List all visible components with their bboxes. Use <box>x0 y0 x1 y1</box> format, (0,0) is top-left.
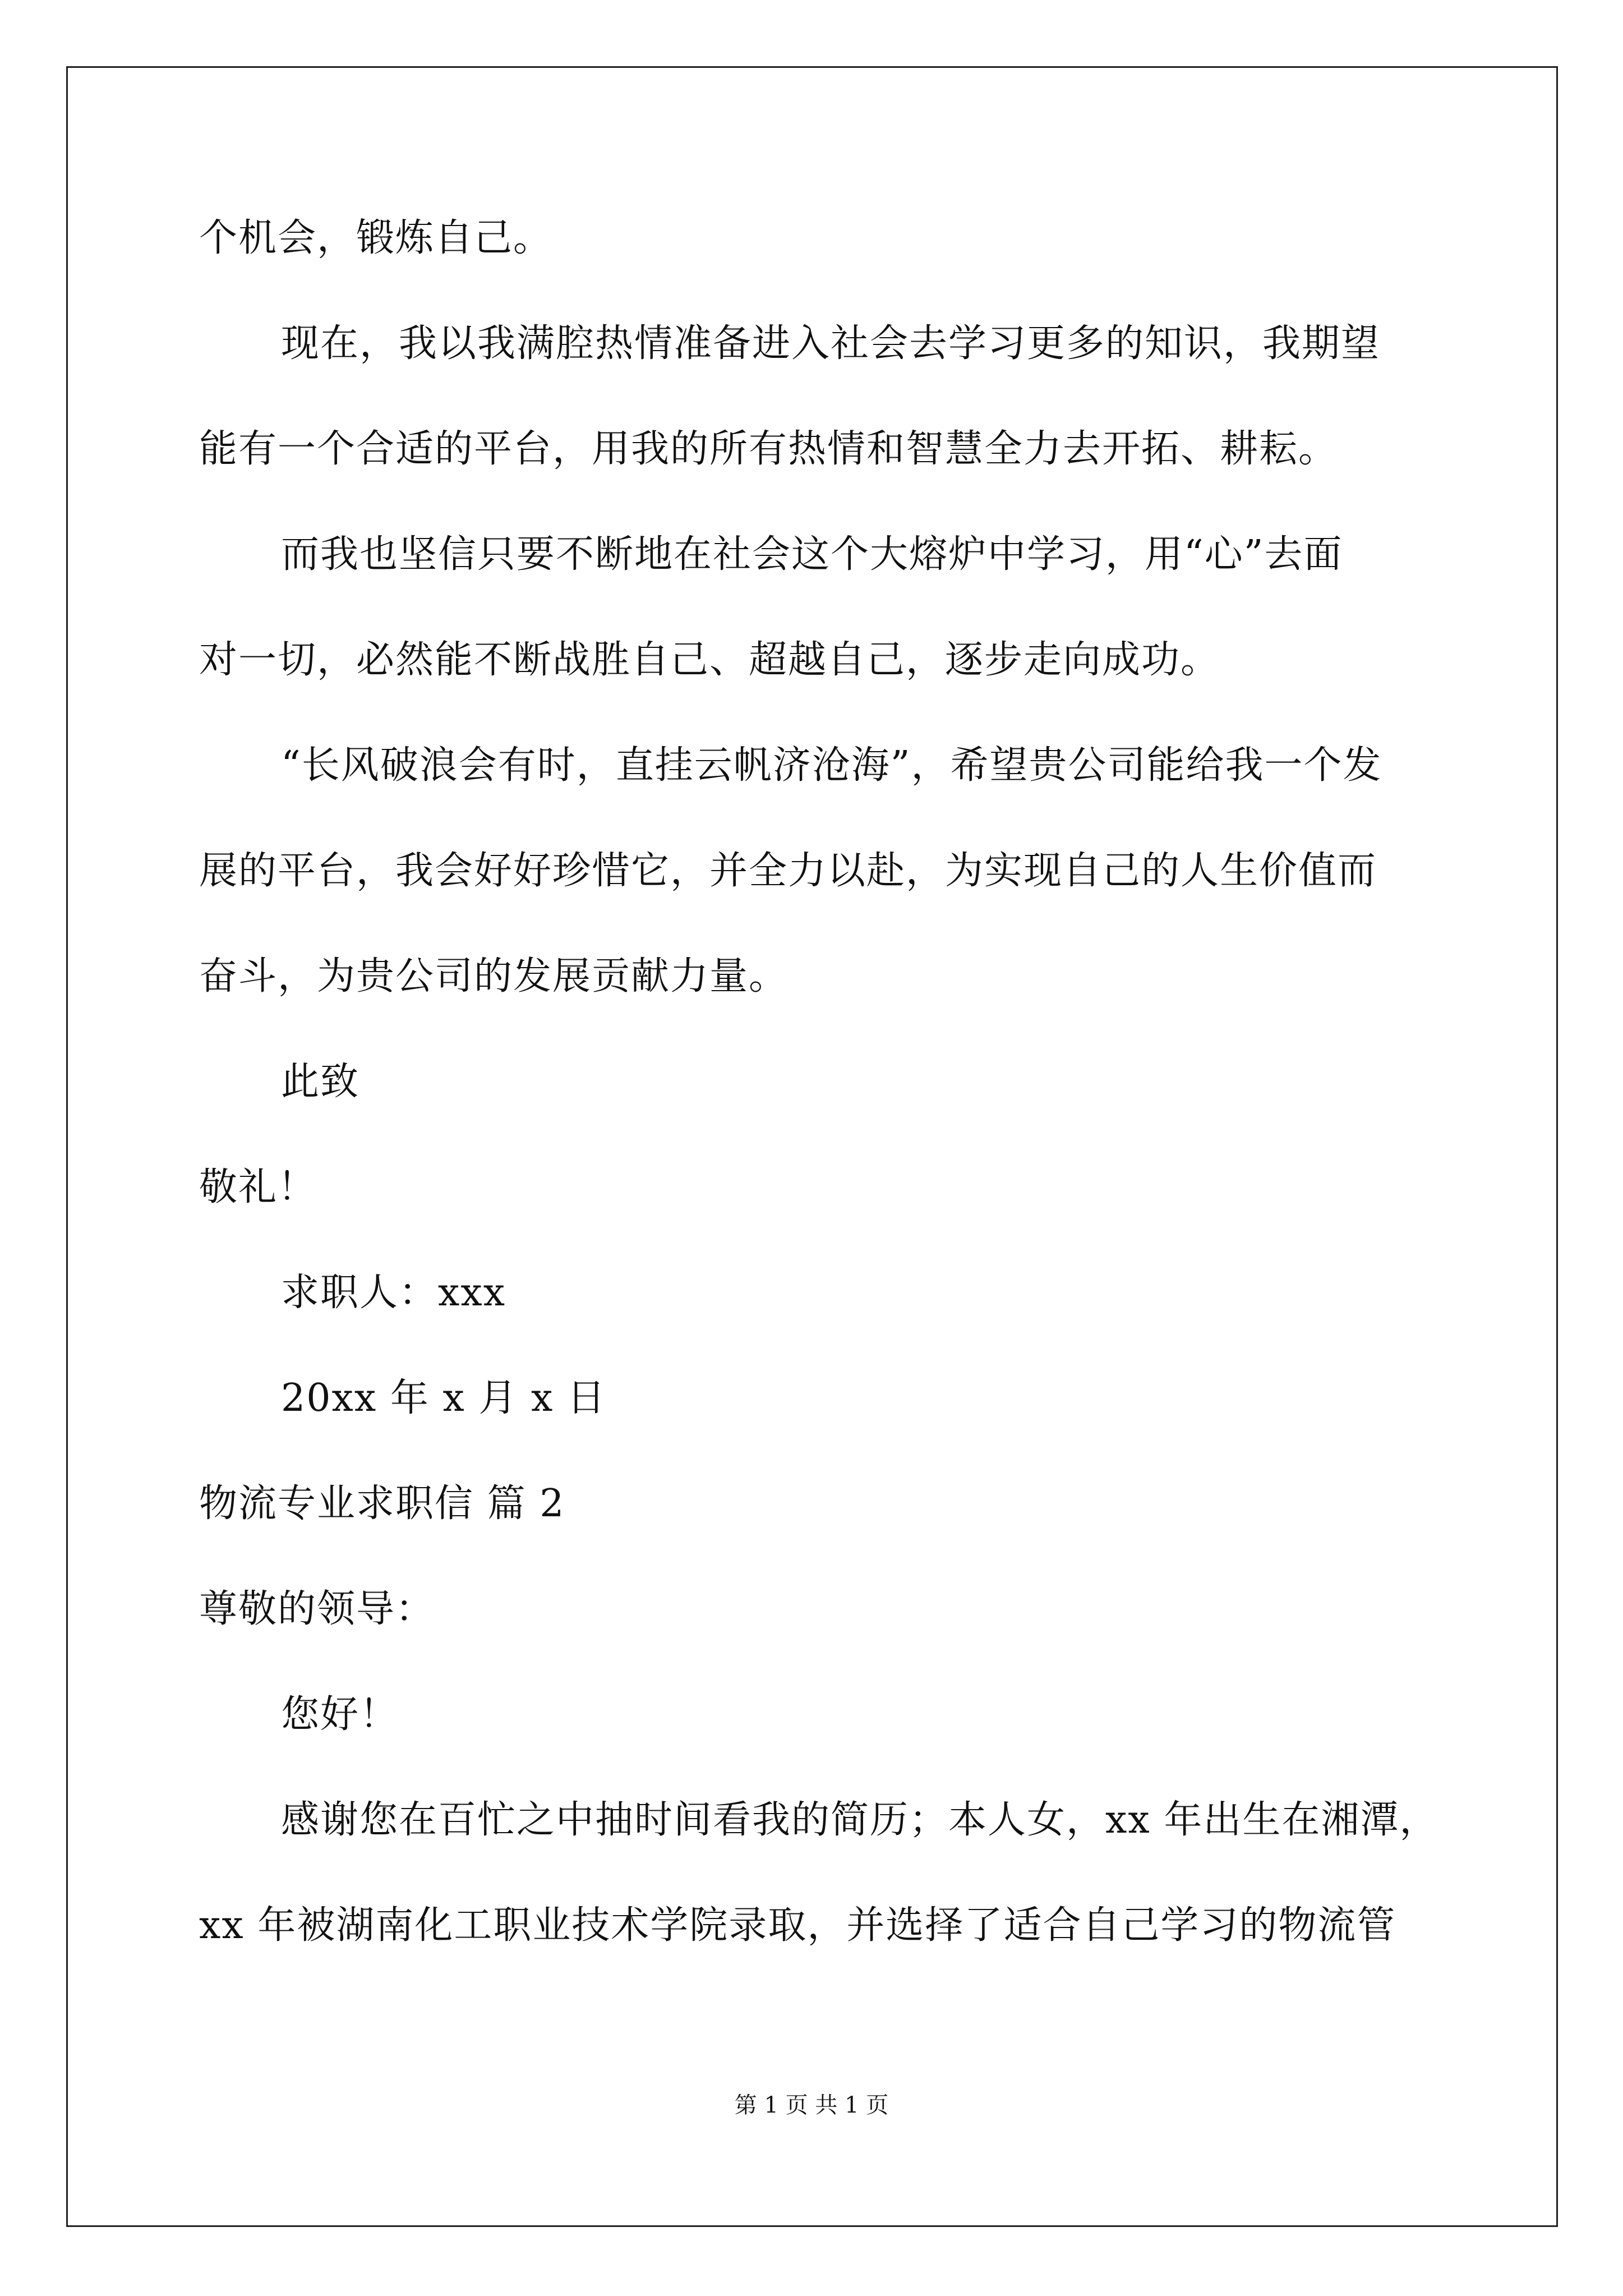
text-line: 感谢您在百忙之中抽时间看我的简历；本人女，xx 年出生在湘潭， <box>281 1798 1439 1842</box>
text-line: 奋斗，为贵公司的发展贡献力量。 <box>199 954 789 999</box>
text-line: 对一切，必然能不断战胜自己、超越自己，逐步走向成功。 <box>199 638 1220 682</box>
salutation-closing: 此致 <box>281 1060 360 1104</box>
salutation-respect: 敬礼！ <box>199 1165 317 1209</box>
text-line: xx 年被湖南化工职业技术学院录取，并选择了适合自己学习的物流管 <box>199 1903 1396 1948</box>
letter-greeting: 尊敬的领导： <box>199 1587 435 1631</box>
text-line: 能有一个合适的平台，用我的所有热情和智慧全力去开拓、耕耘。 <box>199 427 1338 471</box>
applicant-signature: 求职人：xxx <box>281 1271 506 1315</box>
text-line: “长风破浪会有时，直挂云帆济沧海”，希望贵公司能给我一个发 <box>281 743 1382 788</box>
letter-date: 20xx 年 x 月 x 日 <box>281 1376 607 1420</box>
letter-hello: 您好！ <box>281 1692 399 1737</box>
section-heading: 物流专业求职信 篇 2 <box>199 1481 565 1526</box>
text-line: 个机会，锻炼自己。 <box>199 216 553 260</box>
text-line: 现在，我以我满腔热情准备进入社会去学习更多的知识，我期望 <box>281 321 1381 366</box>
text-line: 展的平台，我会好好珍惜它，并全力以赴，为实现自己的人生价值而 <box>199 849 1377 893</box>
page-footer: 第 1 页 共 1 页 <box>734 2092 889 2118</box>
text-line: 而我也坚信只要不断地在社会这个大熔炉中学习，用“心”去面 <box>281 532 1343 577</box>
